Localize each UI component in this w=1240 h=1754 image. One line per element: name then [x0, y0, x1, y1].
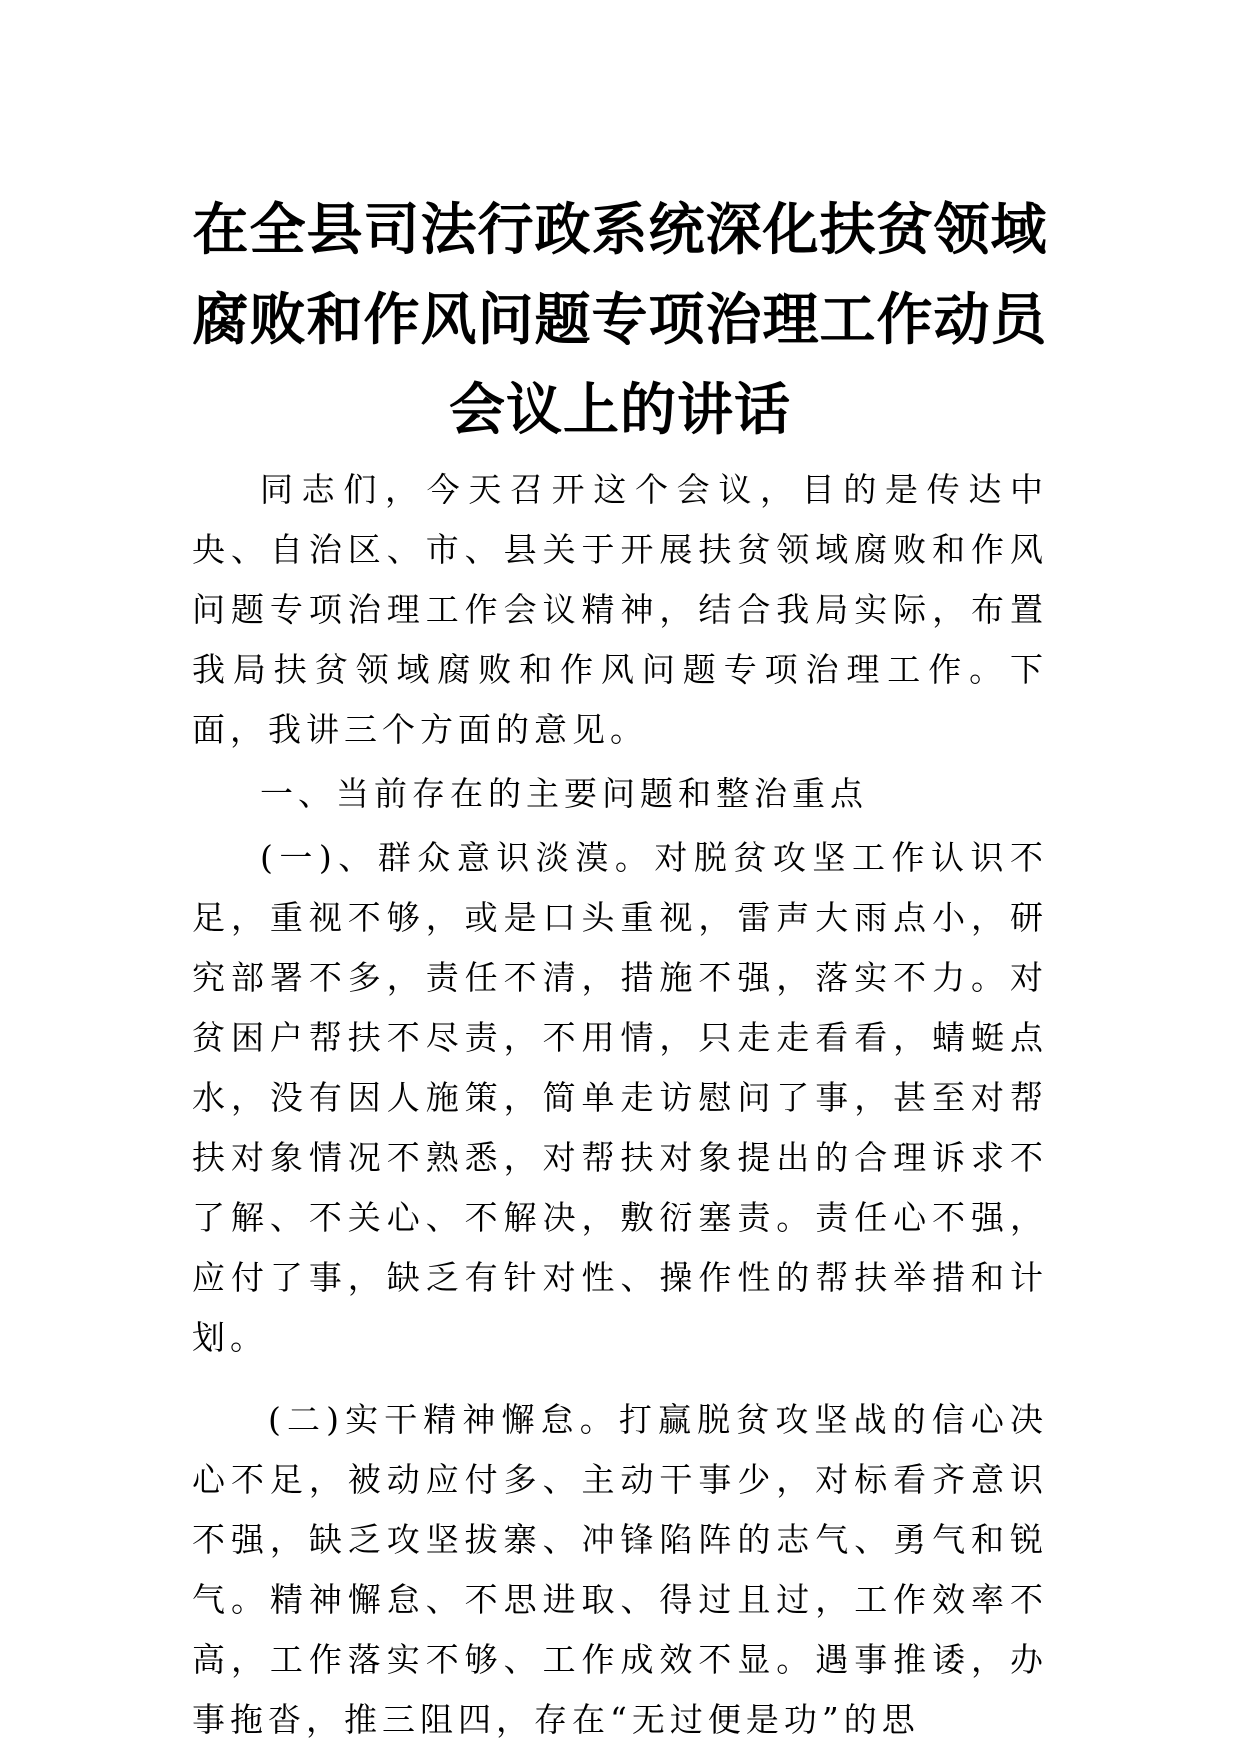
document-title — [150, 186, 1090, 456]
title-line-1: 在全县司法行政系统深化扶贫领域 — [192, 198, 1048, 263]
title-line-3: 会议上的讲话 — [449, 378, 791, 443]
document-body — [192, 460, 1048, 1750]
intro-paragraph: 同志们，今天召开这个会议，目的是传达中央、自治区、市、县关于开展扶贫领域腐败和作风问题专项治理工作会议精神，结合我局实际，布置我局扶贫领域腐败和作风问题专项治理工作。下面，我讲三个方面的意见。 — [192, 470, 1048, 749]
title-line-2: 腐败和作风问题专项治理工作动员 — [192, 288, 1048, 353]
subsection-2-paragraph: (二)实干精神懈怠。打赢脱贫攻坚战的信心决心不足，被动应付多、主动干事少，对标看齐意识不强，缺乏攻坚拔寨、冲锋陷阵的志气、勇气和锐气。精神懈怠、不思进取、得过且过，工作效率不高，工作落实不够、工作成效不显。遇事推诿，办事拖沓，推三阻四，存在“无过便是功”的思 — [192, 1400, 1048, 1739]
subsection-1-paragraph: (一)、群众意识淡漠。对脱贫攻坚工作认识不足，重视不够，或是口头重视，雷声大雨点小，研究部署不多，责任不清，措施不强，落实不力。对贫困户帮扶不尽责，不用情，只走走看看，蜻蜓点水，没有因人施策，简单走访慰问了事，甚至对帮扶对象情况不熟悉，对帮扶对象提出的合理诉求不了解、不关心、不解决，敷衍塞责。责任心不强，应付了事，缺乏有针对性、操作性的帮扶举措和计划。 — [192, 838, 1048, 1357]
section-heading: 一、当前存在的主要问题和整治重点 — [260, 774, 868, 813]
